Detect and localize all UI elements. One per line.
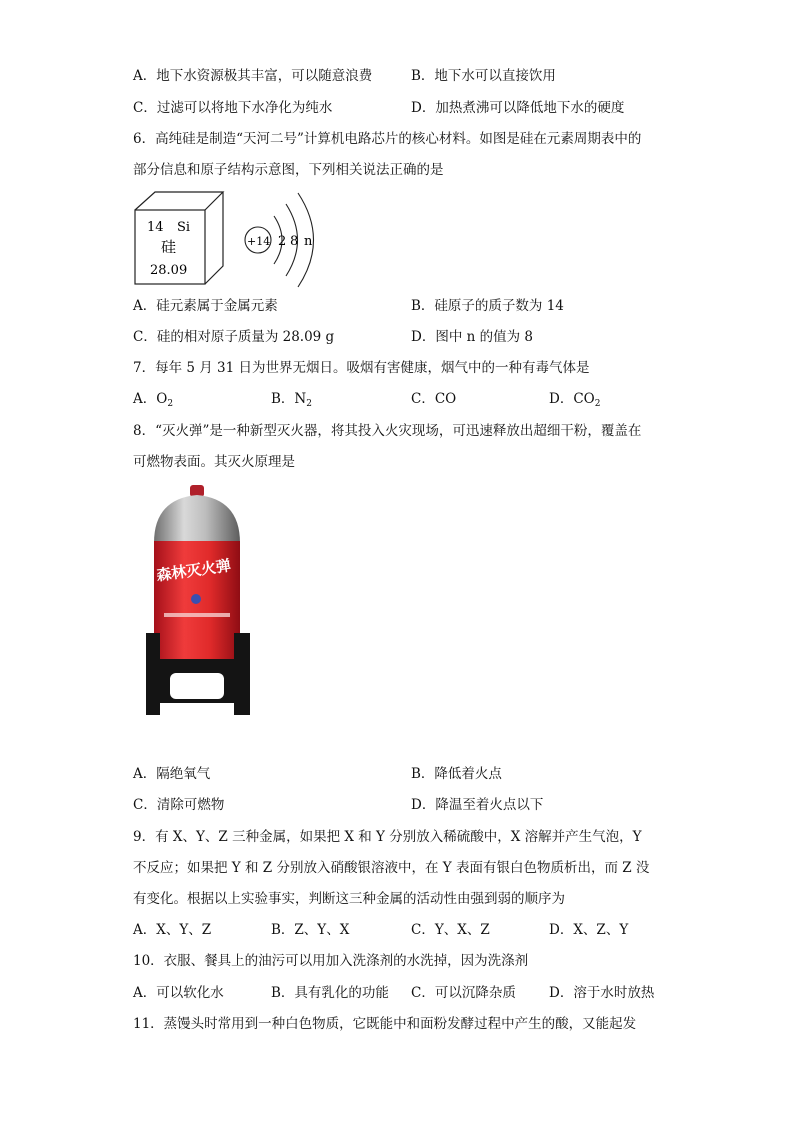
shell-2-electrons: 8 (290, 234, 299, 249)
q9-option-b: B．Z、Y、X (271, 922, 350, 938)
atomic-number: 14 (147, 220, 164, 235)
q6-option-b: B．硅原子的质子数为 14 (411, 298, 564, 314)
q8-option-b: B．降低着火点 (411, 766, 502, 782)
q5-option-c: C．过滤可以将地下水净化为纯水 (133, 100, 333, 116)
silver-dome (154, 495, 240, 543)
q5-option-d: D．加热煮沸可以降低地下水的硬度 (411, 100, 625, 116)
q5-option-a: A．地下水资源极其丰富，可以随意浪费 (133, 68, 373, 84)
q7-option-a: A．$O_2$ (133, 391, 174, 409)
q9-option-d: D．X、Z、Y (549, 922, 629, 938)
q8-stem-line2: 可燃物表面。其灭火原理是 (133, 454, 295, 470)
q6-option-c: C．硅的相对原子质量为 28.09 g (133, 329, 335, 345)
q5-option-b: B．地下水可以直接饮用 (411, 68, 556, 84)
q10-option-a: A．可以软化水 (133, 985, 224, 1001)
nucleus-charge: +14 (247, 235, 271, 248)
element-name: 硅 (161, 238, 177, 256)
q8-option-a: A．隔绝氧气 (133, 766, 211, 782)
q6-option-d: D．图中 n 的值为 8 (411, 329, 533, 345)
q7-option-d: D．$CO_2$ (549, 391, 601, 409)
q8-option-c: C．清除可燃物 (133, 797, 225, 813)
q10-stem: 10．衣服、餐具上的油污可以用加入洗涤剂的水洗掉，因为洗涤剂 (133, 953, 529, 969)
stand-opening (170, 673, 224, 699)
q9-option-a: A．X、Y、Z (133, 922, 212, 938)
q9-stem-line1: 9．有 X、Y、Z 三种金属，如果把 X 和 Y 分别放入稀硫酸中，X 溶解并产生气泡，Y (133, 829, 642, 845)
product-label: 森林灭火弹 (155, 556, 233, 585)
q10-option-d: D．溶于水时放热 (549, 985, 655, 1001)
fire-extinguisher-bomb-photo (140, 483, 256, 723)
small-print-label (164, 613, 230, 617)
q8-stem-line1: 8．“灭火弹”是一种新型灭火器，将其投入火灾现场，可迅速释放出超细干粉，覆盖在 (133, 423, 642, 439)
q9-stem-line3: 有变化。根据以上实验事实，判断这三种金属的活动性由强到弱的顺序为 (133, 891, 565, 907)
shell-3-electrons: n (304, 234, 313, 249)
logo-mark (191, 594, 201, 604)
q7-option-b: B．$N_2$ (271, 391, 312, 409)
q6-option-a: A．硅元素属于金属元素 (133, 298, 278, 314)
q8-option-d: D．降温至着火点以下 (411, 797, 544, 813)
silicon-element-figure (133, 188, 333, 288)
q9-stem-line2: 不反应；如果把 Y 和 Z 分别放入硝酸银溶液中，在 Y 表面有银白色物质析出，而 Z 没 (133, 860, 650, 876)
q6-stem-line1: 6．高纯硅是制造“天河二号”计算机电路芯片的核心材料。如图是硅在元素周期表中的 (133, 131, 642, 147)
q9-option-c: C．Y、X、Z (411, 922, 490, 938)
q6-stem-line2: 部分信息和原子结构示意图，下列相关说法正确的是 (133, 162, 444, 178)
q10-option-c: C．可以沉降杂质 (411, 985, 516, 1001)
atomic-mass: 28.09 (150, 263, 188, 278)
q7-option-c: C．CO (411, 391, 457, 407)
q10-option-b: B．具有乳化的功能 (271, 985, 389, 1001)
q7-stem: 7．每年 5 月 31 日为世界无烟日。吸烟有害健康，烟气中的一种有毒气体是 (133, 360, 590, 376)
element-symbol: Si (177, 220, 191, 235)
shell-1-electrons: 2 (278, 234, 287, 249)
q11-stem-line1: 11．蒸馒头时常用到一种白色物质，它既能中和面粉发酵过程中产生的酸，又能起发 (133, 1016, 637, 1032)
